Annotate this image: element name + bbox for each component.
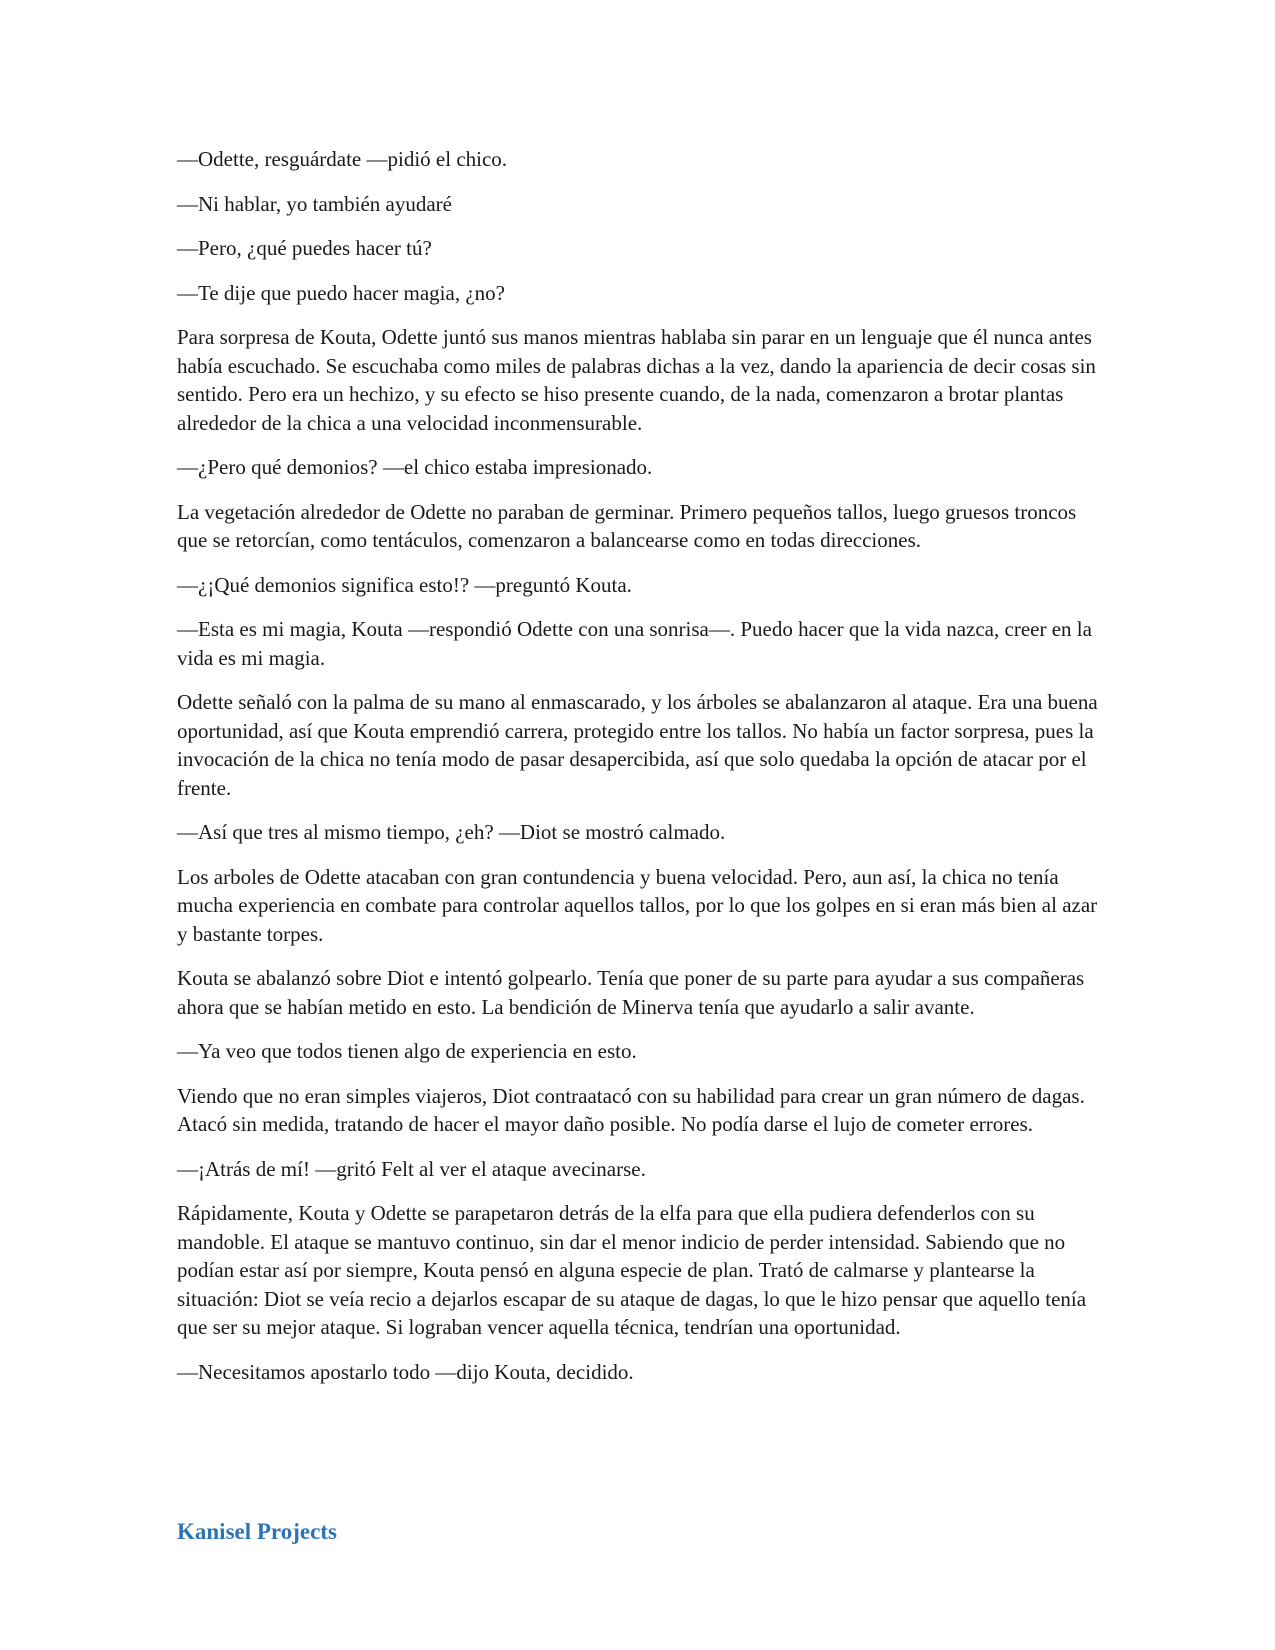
paragraph: —Esta es mi magia, Kouta —respondió Odette con una sonrisa—. Puedo hacer que la vida nazca, creer en la vida es mi magia. xyxy=(177,617,1092,670)
paragraph: —¡Atrás de mí! —gritó Felt al ver el ataque avecinarse. xyxy=(177,1156,646,1181)
paragraph: Rápidamente, Kouta y Odette se parapetaron detrás de la elfa para que ella pudiera defenderlos con su mandoble. El ataque se mantuvo continuo, sin dar el menor indicio de perder intensidad. Sabiendo que no podían estar así por siempre, Kouta pensó en alguna especie de plan. Trató de calmarse y plantearse la situación: Diot se veía recio a dejarlos escapar de su ataque de dagas, lo que le hizo pensar que aquello tenía que ser su mejor ataque. Si lograban vencer aquella técnica, tendrían una oportunidad. xyxy=(177,1201,1087,1339)
paragraph: La vegetación alrededor de Odette no paraban de germinar. Primero pequeños tallos, luego gruesos troncos que se retorcían, como tentáculos, comenzaron a balancearse como en todas direcciones. xyxy=(177,499,1077,552)
footer-brand: Kanisel Projects xyxy=(177,1519,337,1544)
paragraph: Viendo que no eran simples viajeros, Diot contraatacó con su habilidad para crear un gran número de dagas. Atacó sin medida, tratando de hacer el mayor daño posible. No podía darse el lujo de cometer errores. xyxy=(177,1083,1085,1136)
paragraph: —Así que tres al mismo tiempo, ¿eh? —Diot se mostró calmado. xyxy=(177,820,726,844)
paragraph: Para sorpresa de Kouta, Odette juntó sus manos mientras hablaba sin parar en un lenguaje que él nunca antes había escuchado. Se escuchaba como miles de palabras dichas a la vez, dando la apariencia de decir cosas sin sentido. Pero era un hechizo, y su efecto se hiso presente cuando, de la nada, comenzaron a brotar plantas alrededor de la chica a una velocidad inconmensurable. xyxy=(177,325,1096,435)
paragraph: —Ni hablar, yo también ayudaré xyxy=(177,191,452,216)
paragraph: —Pero, ¿qué puedes hacer tú? xyxy=(177,236,432,260)
body-text xyxy=(177,145,1107,1402)
paragraph: —Odette, resguárdate —pidió el chico. xyxy=(177,147,508,171)
paragraph: —Te dije que puedo hacer magia, ¿no? xyxy=(177,280,505,305)
paragraph: —¿Pero qué demonios? —el chico estaba impresionado. xyxy=(177,455,653,479)
paragraph: —¿¡Qué demonios significa esto!? —preguntó Kouta. xyxy=(177,572,632,597)
paragraph: Kouta se abalanzó sobre Diot e intentó golpearlo. Tenía que poner de su parte para ayudar a sus compañeras ahora que se habían metido en esto. La bendición de Minerva tenía que ayudarlo a salir avante. xyxy=(177,966,1085,1019)
paragraph: —Necesitamos apostarlo todo —dijo Kouta, decidido. xyxy=(177,1359,634,1384)
paragraph: Los arboles de Odette atacaban con gran contundencia y buena velocidad. Pero, aun así, la chica no tenía mucha experiencia en combate para controlar aquellos tallos, por lo que los golpes en si eran más bien al azar y bastante torpes. xyxy=(177,864,1098,946)
paragraph: Odette señaló con la palma de su mano al enmascarado, y los árboles se abalanzaron al ataque. Era una buena oportunidad, así que Kouta emprendió carrera, protegido entre los tallos. No había un factor sorpresa, pues la invocación de la chica no tenía modo de pasar desapercibida, así que solo quedaba la opción de atacar por el frente. xyxy=(177,690,1098,800)
paragraph: —Ya veo que todos tienen algo de experiencia en esto. xyxy=(177,1039,637,1063)
